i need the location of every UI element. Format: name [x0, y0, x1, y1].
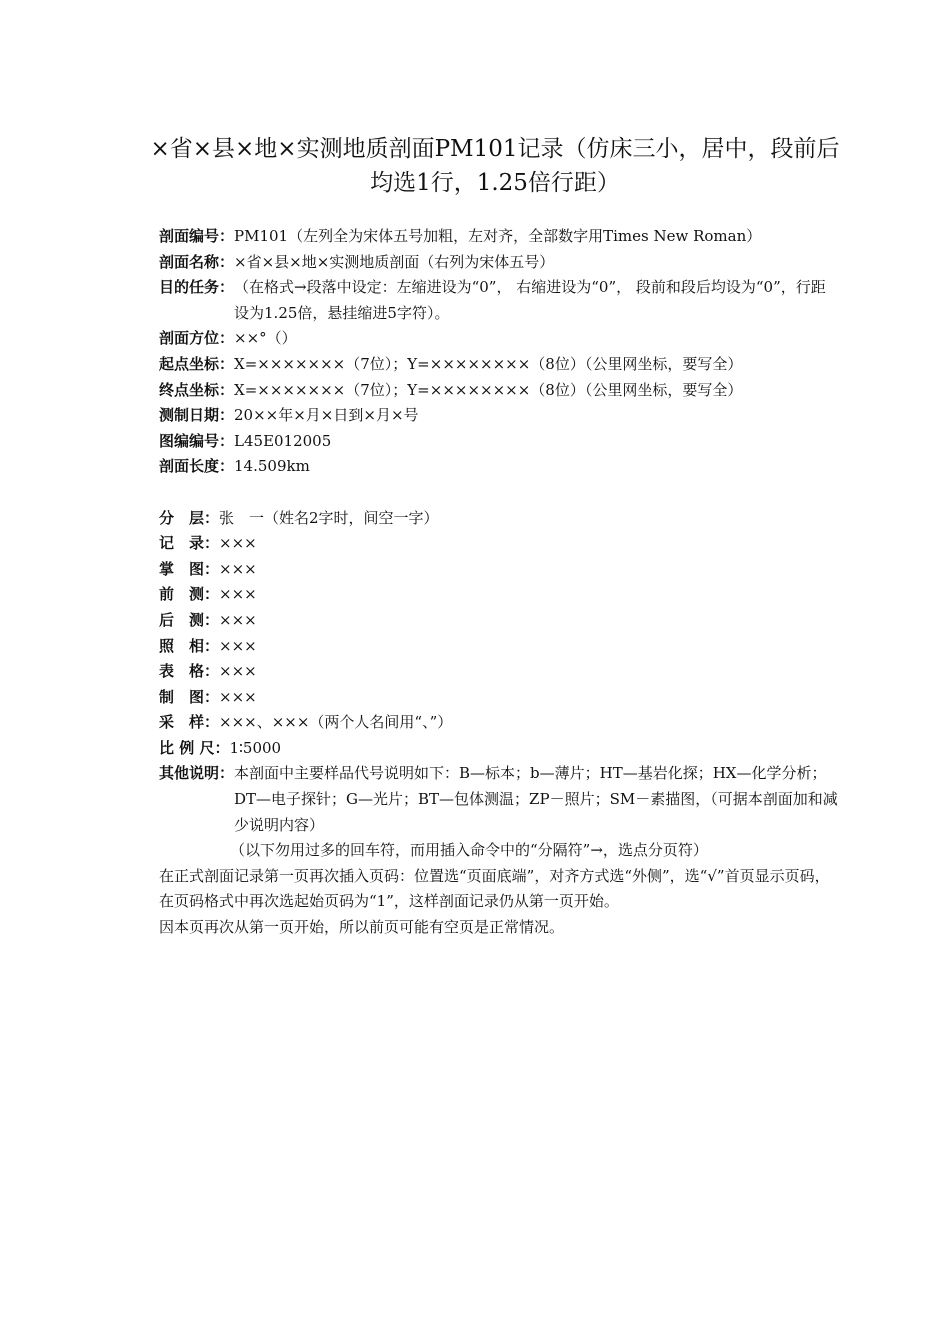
staff-layering [159, 506, 839, 532]
staff-recorder [159, 531, 839, 557]
field-value: 本剖面中主要样品代号说明如下：B—标本；b—薄片；HT—基岩化探；HX—化学分析；DT—电子探针；G—光片；BT—包体测温；ZP－照片；SM－素描图，（可据本剖面加和减少说明内容） [234, 764, 838, 834]
field-survey-date [159, 403, 839, 429]
field-map-number [159, 429, 839, 455]
field-other-notes [159, 761, 839, 838]
field-scale [159, 736, 839, 762]
field-value: ××× [219, 636, 257, 655]
staff-front-survey [159, 582, 839, 608]
field-value: ×××、×××（两个人名间用“、”） [219, 713, 453, 732]
field-label: 目的任务： [159, 278, 235, 297]
staff-drafting [159, 685, 839, 711]
staff-fields [159, 506, 839, 839]
field-label: 后 测： [159, 610, 220, 629]
field-value: 张 一（姓名2字时，间空一字） [219, 508, 439, 527]
field-azimuth [159, 326, 839, 352]
staff-back-survey [159, 608, 839, 634]
field-label: 表 格： [159, 662, 220, 681]
field-label: 图编编号： [159, 431, 235, 450]
field-section-length [159, 454, 839, 480]
field-section-number [159, 224, 839, 250]
page-number-instructions: 在正式剖面记录第一页再次插入页码：位置选“页面底端”，对齐方式选“外侧”，选“√”首页显示页码，在页码格式中再次选起始页码为“1”，这样剖面记录仍从第一页开始。 [159, 866, 830, 911]
page-break-note: （以下勿用过多的回车符，而用插入命令中的“分隔符”→，选点分页符） [230, 841, 708, 860]
field-label: 剖面长度： [159, 457, 235, 476]
field-value: 1∶5000 [229, 738, 282, 757]
field-label: 采 样： [159, 713, 220, 732]
field-purpose [159, 275, 839, 326]
field-label: 剖面方位： [159, 329, 235, 348]
field-label: 比 例 尺： [159, 738, 230, 757]
field-value: ××× [219, 559, 257, 578]
field-label: 起点坐标： [159, 354, 235, 373]
blank-line [159, 480, 839, 506]
field-label: 剖面名称： [159, 252, 235, 271]
field-value: ××× [219, 687, 257, 706]
field-value: L45E012005 [234, 431, 332, 450]
document-title: ×省×县×地×实测地质剖面PM101记录（仿床三小，居中，段前后均选1行，1.25倍行距） [150, 136, 840, 196]
field-label: 终点坐标： [159, 380, 235, 399]
field-value: PM101（左列全为宋体五号加粗，左对齐，全部数字用Times New Roman） [234, 227, 762, 245]
field-label: 分 层： [159, 508, 220, 527]
staff-mapper [159, 557, 839, 583]
field-start-coordinates [159, 352, 839, 378]
field-label: 掌 图： [159, 559, 220, 578]
field-value: ×省×县×地×实测地质剖面（右列为宋体五号） [234, 252, 555, 271]
header-fields [159, 224, 839, 480]
blank-page-note: 因本页再次从第一页开始，所以前页可能有空页是正常情况。 [159, 918, 565, 937]
field-label: 制 图： [159, 687, 220, 706]
field-value: 20××年×月×日到×月×号 [234, 406, 419, 425]
field-label: 剖面编号： [159, 227, 235, 245]
field-label: 照 相： [159, 636, 220, 655]
field-end-coordinates [159, 378, 839, 404]
field-value: X=×××××××（7位）；Y=××××××××（8位）（公里网坐标，要写全） [234, 354, 743, 373]
field-label: 前 测： [159, 585, 220, 604]
field-value: 14.509km [234, 457, 310, 476]
field-value: ××°（） [234, 329, 297, 348]
field-value: ××× [219, 662, 257, 681]
staff-tables [159, 659, 839, 685]
field-value: ××× [219, 585, 257, 604]
field-value: ××× [219, 534, 257, 553]
field-label: 其他说明： [159, 764, 235, 783]
staff-photography [159, 634, 839, 660]
field-value: （在格式→段落中设定：左缩进设为“0”， 右缩进设为“0”， 段前和段后均设为“0”，行距设为1.25倍，悬挂缩进5字符）。 [234, 278, 826, 322]
field-value: ××× [219, 610, 257, 629]
staff-sampling [159, 710, 839, 736]
field-label: 测制日期： [159, 406, 235, 425]
field-label: 记 录： [159, 534, 220, 553]
record-body [159, 224, 839, 941]
field-value: X=×××××××（7位）；Y=××××××××（8位）（公里网坐标，要写全） [234, 380, 743, 399]
field-section-name [159, 250, 839, 276]
